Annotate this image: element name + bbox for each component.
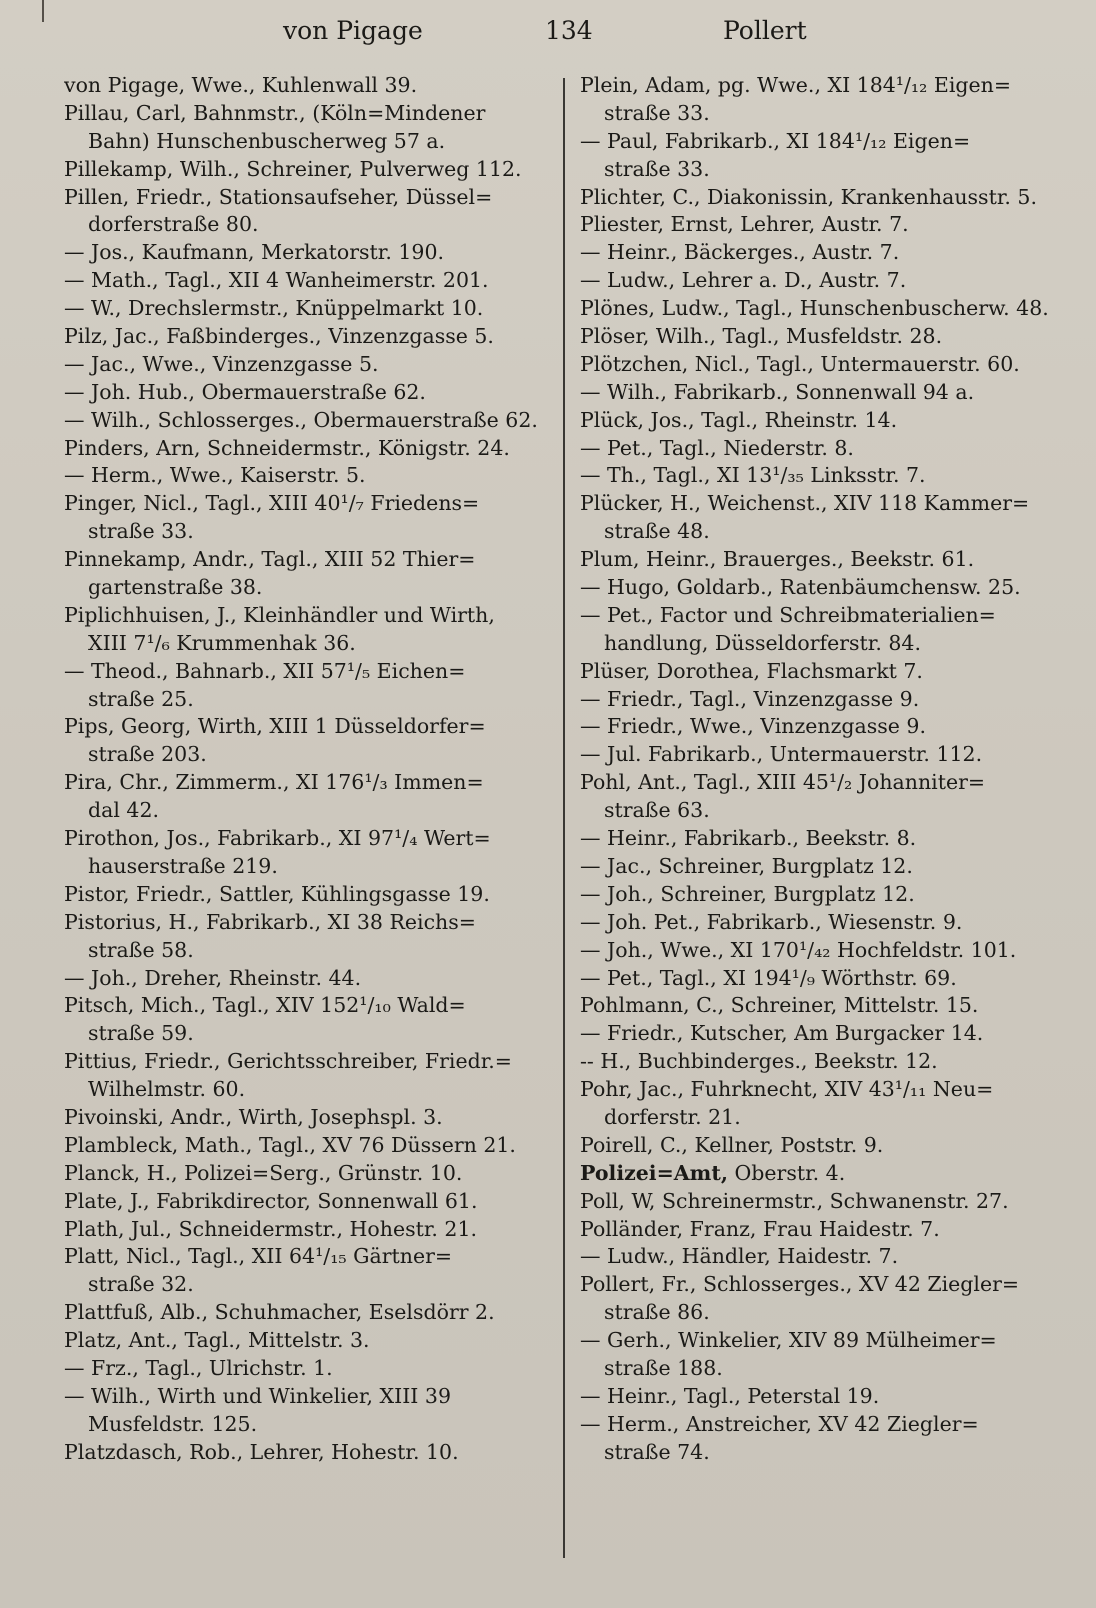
- directory-entry-line: [580, 407, 1062, 435]
- entry-text: Plum, Heinr., Brauerges., Beekstr. 61.: [580, 547, 975, 572]
- entry-text: Pistor, Friedr., Sattler, Kühlingsgasse 19.: [64, 881, 490, 906]
- directory-entry-line: [64, 630, 550, 658]
- directory-entry-line: [580, 1160, 1062, 1188]
- entry-text: — Heinr., Fabrikarb., Beekstr. 8.: [580, 826, 917, 851]
- directory-entry-line: [64, 574, 550, 602]
- directory-entry-line: [64, 853, 550, 881]
- entry-text: straße 58.: [88, 937, 194, 962]
- entry-text: — Frz., Tagl., Ulrichstr. 1.: [64, 1355, 333, 1380]
- directory-entry-line: [64, 1216, 550, 1244]
- directory-entry-line: [64, 658, 550, 686]
- entry-text: Pinger, Nicl., Tagl., XIII 40¹/₇ Friedens=: [64, 491, 480, 516]
- entry-text: — Joh. Pet., Fabrikarb., Wiesenstr. 9.: [580, 909, 963, 934]
- directory-entry-line: [580, 1243, 1062, 1271]
- directory-entry-line: [580, 1383, 1062, 1411]
- entry-text: Plambleck, Math., Tagl., XV 76 Düssern 21.: [64, 1132, 516, 1157]
- entry-text: Pohlmann, C., Schreiner, Mittelstr. 15.: [580, 993, 979, 1018]
- directory-entry-line: [580, 435, 1062, 463]
- directory-entry-line: [64, 825, 550, 853]
- entry-text: XIII 7¹/₆ Krummenhak 36.: [88, 630, 356, 655]
- directory-entry-line: [580, 323, 1062, 351]
- entry-text: straße 33.: [88, 519, 194, 544]
- directory-entry-line: [580, 156, 1062, 184]
- directory-entry-line: [64, 797, 550, 825]
- entry-text: Platt, Nicl., Tagl., XII 64¹/₁₅ Gärtner=: [64, 1244, 453, 1269]
- entry-text: Platz, Ant., Tagl., Mittelstr. 3.: [64, 1328, 370, 1353]
- entry-text: Plönes, Ludw., Tagl., Hunschenbuscherw. 48.: [580, 296, 1049, 321]
- directory-entry-line: [580, 546, 1062, 574]
- left-column: [64, 72, 550, 1572]
- directory-entry-line: [580, 602, 1062, 630]
- entry-text: straße 48.: [604, 519, 710, 544]
- entry-text: Bahn) Hunschenbuscherweg 57 a.: [88, 128, 446, 153]
- directory-entry-line: [64, 1160, 550, 1188]
- directory-entry-line: [580, 1439, 1062, 1467]
- directory-entry-line: [64, 602, 550, 630]
- directory-entry-line: [64, 1299, 550, 1327]
- entry-text: Wilhelmstr. 60.: [88, 1077, 246, 1102]
- entry-text: Pliester, Ernst, Lehrer, Austr. 7.: [580, 212, 909, 237]
- entry-text: Plötzchen, Nicl., Tagl., Untermauerstr. 60.: [580, 351, 1020, 376]
- directory-entry-line: [64, 1327, 550, 1355]
- entry-text: — Th., Tagl., XI 13¹/₃₅ Linksstr. 7.: [580, 463, 926, 488]
- directory-entry-line: [64, 1383, 550, 1411]
- directory-entry-line: [580, 462, 1062, 490]
- directory-entry-line: [64, 100, 550, 128]
- entry-text: Plath, Jul., Schneidermstr., Hohestr. 21.: [64, 1216, 478, 1241]
- entry-bold-heading: Polizei=Amt,: [580, 1160, 728, 1185]
- entry-text: Plücker, H., Weichenst., XIV 118 Kammer=: [580, 491, 1030, 516]
- entry-text: Pips, Georg, Wirth, XIII 1 Düsseldorfer=: [64, 714, 486, 739]
- directory-entry-line: [64, 769, 550, 797]
- directory-entry-line: [580, 713, 1062, 741]
- right-column: [580, 72, 1062, 1572]
- entry-text: — Herm., Anstreicher, XV 42 Ziegler=: [580, 1411, 979, 1436]
- entry-text: Plüser, Dorothea, Flachsmarkt 7.: [580, 658, 923, 683]
- directory-entry-line: [64, 267, 550, 295]
- directory-entry-line: [580, 128, 1062, 156]
- entry-text: — Jul. Fabrikarb., Untermauerstr. 112.: [580, 742, 983, 767]
- entry-text: Pohl, Ant., Tagl., XIII 45¹/₂ Johanniter=: [580, 770, 986, 795]
- directory-entry-line: [580, 267, 1062, 295]
- entry-text: Pirothon, Jos., Fabrikarb., XI 97¹/₄ Wert=: [64, 826, 491, 851]
- entry-text: — Heinr., Bäckerges., Austr. 7.: [580, 240, 900, 265]
- directory-entry-line: [64, 462, 550, 490]
- entry-text: — Pet., Tagl., XI 194¹/₉ Wörthstr. 69.: [580, 965, 957, 990]
- directory-entry-line: [64, 490, 550, 518]
- entry-text: — Joh., Dreher, Rheinstr. 44.: [64, 965, 362, 990]
- directory-entry-line: [64, 909, 550, 937]
- directory-entry-line: [64, 379, 550, 407]
- entry-text: — Jos., Kaufmann, Merkatorstr. 190.: [64, 240, 445, 265]
- directory-entry-line: [580, 881, 1062, 909]
- directory-entry-line: [580, 909, 1062, 937]
- entry-text: Piplichhuisen, J., Kleinhändler und Wirth,: [64, 602, 495, 627]
- entry-text: — Friedr., Kutscher, Am Burgacker 14.: [580, 1021, 984, 1046]
- entry-text: Pollert, Fr., Schlosserges., XV 42 Ziegler=: [580, 1272, 1020, 1297]
- entry-text: Pillekamp, Wilh., Schreiner, Pulverweg 112.: [64, 156, 522, 181]
- directory-entry-line: [64, 1243, 550, 1271]
- entry-text: Pohr, Jac., Fuhrknecht, XIV 43¹/₁₁ Neu=: [580, 1077, 994, 1102]
- entry-text: Pilz, Jac., Faßbinderges., Vinzenzgasse 5.: [64, 324, 494, 349]
- entry-text: Pillau, Carl, Bahnmstr., (Köln=Mindener: [64, 100, 486, 125]
- header-first-entry: von Pigage: [283, 16, 423, 45]
- directory-entry-line: [580, 1271, 1062, 1299]
- directory-entry-line: [580, 630, 1062, 658]
- entry-text: — Friedr., Tagl., Vinzenzgasse 9.: [580, 686, 920, 711]
- entry-text: Platzdasch, Rob., Lehrer, Hohestr. 10.: [64, 1439, 459, 1464]
- directory-entry-line: [580, 100, 1062, 128]
- entry-text: — Theod., Bahnarb., XII 57¹/₅ Eichen=: [64, 658, 466, 683]
- directory-entry-line: [64, 1271, 550, 1299]
- directory-entry-line: [580, 937, 1062, 965]
- entry-text: — W., Drechslermstr., Knüppelmarkt 10.: [64, 296, 484, 321]
- directory-entry-line: [580, 518, 1062, 546]
- entry-text: — Math., Tagl., XII 4 Wanheimerstr. 201.: [64, 268, 489, 293]
- directory-entry-line: [64, 239, 550, 267]
- page-number: 134: [545, 16, 593, 45]
- entry-text: — Hugo, Goldarb., Ratenbäumchensw. 25.: [580, 575, 1021, 600]
- directory-entry-line: [580, 574, 1062, 602]
- header-last-entry: Pollert: [723, 16, 807, 45]
- directory-entry-line: [64, 1104, 550, 1132]
- entry-text: — Heinr., Tagl., Peterstal 19.: [580, 1383, 880, 1408]
- entry-text: gartenstraße 38.: [88, 575, 263, 600]
- directory-entry-line: [580, 1355, 1062, 1383]
- entry-text: straße 203.: [88, 742, 207, 767]
- directory-entry-line: [64, 184, 550, 212]
- directory-entry-line: [64, 992, 550, 1020]
- entry-text: — Joh., Wwe., XI 170¹/₄₂ Hochfeldstr. 101.: [580, 937, 1017, 962]
- directory-entry-line: [580, 351, 1062, 379]
- entry-text: Plöser, Wilh., Tagl., Musfeldstr. 28.: [580, 324, 943, 349]
- entry-text: — Jac., Wwe., Vinzenzgasse 5.: [64, 351, 379, 376]
- entry-text: Pillen, Friedr., Stationsaufseher, Düssel=: [64, 184, 493, 209]
- entry-text: straße 86.: [604, 1300, 710, 1325]
- entry-text: Polländer, Franz, Frau Haidestr. 7.: [580, 1216, 940, 1241]
- entry-text: — Jac., Schreiner, Burgplatz 12.: [580, 853, 913, 878]
- directory-entry-line: [64, 1411, 550, 1439]
- entry-text: Pinnekamp, Andr., Tagl., XIII 52 Thier=: [64, 547, 476, 572]
- directory-entry-line: [580, 490, 1062, 518]
- directory-entry-line: [64, 351, 550, 379]
- entry-text: — Joh., Schreiner, Burgplatz 12.: [580, 881, 915, 906]
- directory-entry-line: [64, 686, 550, 714]
- directory-entry-line: [580, 992, 1062, 1020]
- entry-text: Plichter, C., Diakonissin, Krankenhausstr. 5.: [580, 184, 1037, 209]
- entry-text: Musfeldstr. 125.: [88, 1411, 258, 1436]
- entry-text: Pinders, Arn, Schneidermstr., Königstr. 24.: [64, 435, 510, 460]
- entry-text: — Ludw., Lehrer a. D., Austr. 7.: [580, 268, 907, 293]
- directory-entry-line: [64, 546, 550, 574]
- entry-text: straße 32.: [88, 1272, 194, 1297]
- entry-text: Plück, Jos., Tagl., Rheinstr. 14.: [580, 407, 898, 432]
- entry-text: Plate, J., Fabrikdirector, Sonnenwall 61.: [64, 1188, 478, 1213]
- directory-entry-line: [580, 1104, 1062, 1132]
- directory-entry-line: [580, 1327, 1062, 1355]
- directory-entry-line: [580, 1411, 1062, 1439]
- directory-entry-line: [580, 769, 1062, 797]
- entry-text: dal 42.: [88, 798, 160, 823]
- directory-entry-line: [64, 1132, 550, 1160]
- directory-entry-line: [580, 825, 1062, 853]
- directory-entry-line: [64, 1188, 550, 1216]
- directory-entry-line: [580, 295, 1062, 323]
- directory-entry-line: [64, 295, 550, 323]
- directory-entry-line: [64, 211, 550, 239]
- entry-text: — Ludw., Händler, Haidestr. 7.: [580, 1244, 899, 1269]
- directory-entry-line: [580, 965, 1062, 993]
- directory-entry-line: [580, 379, 1062, 407]
- directory-entry-line: [64, 1048, 550, 1076]
- directory-entry-line: [64, 741, 550, 769]
- directory-entry-line: [64, 128, 550, 156]
- entry-text: — Gerh., Winkelier, XIV 89 Mülheimer=: [580, 1328, 997, 1353]
- directory-entry-line: [64, 435, 550, 463]
- entry-text: — Herm., Wwe., Kaiserstr. 5.: [64, 463, 366, 488]
- directory-entry-line: [580, 1076, 1062, 1104]
- entry-text: von Pigage, Wwe., Kuhlenwall 39.: [64, 73, 418, 97]
- directory-entry-line: [64, 156, 550, 184]
- directory-entry-line: [580, 658, 1062, 686]
- entry-text: Pira, Chr., Zimmerm., XI 176¹/₃ Immen=: [64, 770, 484, 795]
- entry-text: straße 33.: [604, 156, 710, 181]
- directory-entry-line: [580, 1020, 1062, 1048]
- directory-entry-line: [64, 1020, 550, 1048]
- directory-entry-line: [64, 965, 550, 993]
- entry-text: Pivoinski, Andr., Wirth, Josephspl. 3.: [64, 1104, 443, 1129]
- running-header: [0, 12, 1096, 52]
- entry-text: Planck, H., Polizei=Serg., Grünstr. 10.: [64, 1160, 463, 1185]
- directory-entry-line: [64, 1355, 550, 1383]
- entry-text: Plein, Adam, pg. Wwe., XI 184¹/₁₂ Eigen=: [580, 73, 1012, 97]
- column-divider: [563, 78, 565, 1558]
- entry-text: straße 63.: [604, 798, 710, 823]
- directory-entry-line: [64, 937, 550, 965]
- entry-text: — Wilh., Fabrikarb., Sonnenwall 94 a.: [580, 379, 975, 404]
- directory-entry-line: [64, 518, 550, 546]
- entry-text: — Wilh., Wirth und Winkelier, XIII 39: [64, 1383, 451, 1408]
- entry-text: Poll, W, Schreinermstr., Schwanenstr. 27.: [580, 1188, 1009, 1213]
- directory-entry-line: [580, 1188, 1062, 1216]
- directory-entry-line: [64, 72, 550, 100]
- entry-text: handlung, Düsseldorferstr. 84.: [604, 630, 921, 655]
- directory-entry-line: [580, 741, 1062, 769]
- entry-text: straße 59.: [88, 1021, 194, 1046]
- directory-entry-line: [580, 184, 1062, 212]
- entry-text: Oberstr. 4.: [727, 1160, 846, 1185]
- entry-text: — Joh. Hub., Obermauerstraße 62.: [64, 379, 426, 404]
- entry-text: — Friedr., Wwe., Vinzenzgasse 9.: [580, 714, 926, 739]
- directory-entry-line: [580, 1132, 1062, 1160]
- directory-entry-line: [580, 1299, 1062, 1327]
- directory-entry-line: [64, 713, 550, 741]
- directory-entry-line: [64, 1076, 550, 1104]
- entry-text: straße 25.: [88, 686, 194, 711]
- entry-text: Plattfuß, Alb., Schuhmacher, Eselsdörr 2.: [64, 1300, 495, 1325]
- entry-text: — Pet., Factor und Schreibmaterialien=: [580, 602, 996, 627]
- directory-entry-line: [64, 323, 550, 351]
- entry-text: -- H., Buchbinderges., Beekstr. 12.: [580, 1049, 938, 1074]
- entry-text: straße 74.: [604, 1439, 710, 1464]
- entry-text: Poirell, C., Kellner, Poststr. 9.: [580, 1132, 884, 1157]
- entry-text: dorferstraße 80.: [88, 212, 259, 237]
- entry-text: dorferstr. 21.: [604, 1104, 741, 1129]
- entry-text: hauserstraße 219.: [88, 853, 278, 878]
- directory-entry-line: [580, 239, 1062, 267]
- directory-entry-line: [580, 797, 1062, 825]
- entry-text: — Paul, Fabrikarb., XI 184¹/₁₂ Eigen=: [580, 128, 971, 153]
- entry-text: — Pet., Tagl., Niederstr. 8.: [580, 435, 854, 460]
- entry-text: Pitsch, Mich., Tagl., XIV 152¹/₁₀ Wald=: [64, 993, 466, 1018]
- entry-text: Pittius, Friedr., Gerichtsschreiber, Friedr.=: [64, 1049, 512, 1074]
- directory-entry-line: [580, 686, 1062, 714]
- entry-text: Pistorius, H., Fabrikarb., XI 38 Reichs=: [64, 909, 476, 934]
- directory-entry-line: [64, 1439, 550, 1467]
- directory-entry-line: [580, 72, 1062, 100]
- entry-text: straße 188.: [604, 1355, 723, 1380]
- entry-text: — Wilh., Schlosserges., Obermauerstraße 62.: [64, 407, 538, 432]
- entry-text: straße 33.: [604, 100, 710, 125]
- directory-entry-line: [64, 407, 550, 435]
- directory-entry-line: [580, 1216, 1062, 1244]
- directory-entry-line: [580, 211, 1062, 239]
- directory-entry-line: [64, 881, 550, 909]
- directory-entry-line: [580, 853, 1062, 881]
- directory-entry-line: [580, 1048, 1062, 1076]
